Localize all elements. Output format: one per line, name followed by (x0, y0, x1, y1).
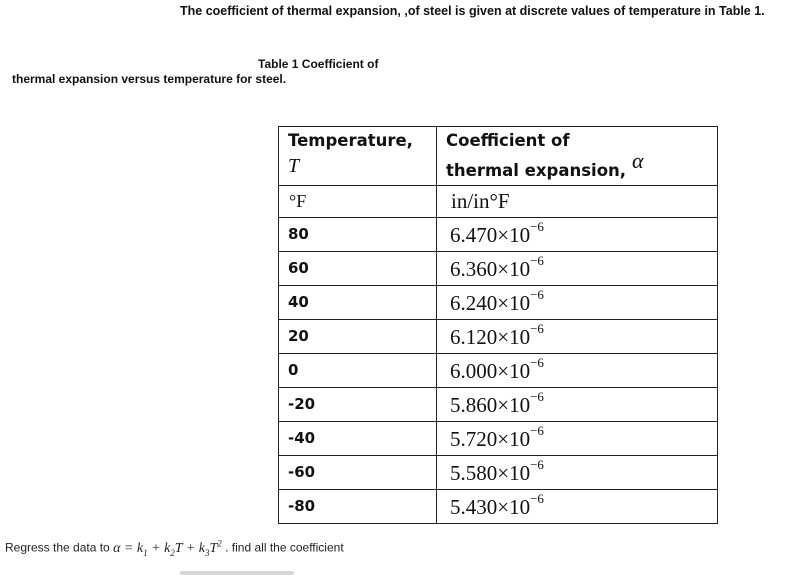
eq-sup2: 2 (217, 538, 222, 548)
thermal-expansion-table (278, 126, 718, 524)
coefficient-mantissa: 6.240×10 (450, 290, 531, 315)
coefficient-exponent: −6 (530, 388, 544, 404)
table-row (279, 218, 718, 252)
coefficient-cell (437, 320, 718, 354)
temperature-cell: -60 (279, 456, 437, 490)
eq-plus1: + (147, 540, 165, 556)
coefficient-mantissa: 6.000×10 (450, 358, 531, 383)
temperature-header: Temperature, (288, 131, 413, 150)
table-row (279, 354, 718, 388)
temperature-cell: -40 (279, 422, 437, 456)
table-row (279, 456, 718, 490)
temperature-cell: 80 (279, 218, 437, 252)
coefficient-mantissa: 5.580×10 (450, 460, 531, 485)
temperature-cell: 40 (279, 286, 437, 320)
temperature-cell: 0 (279, 354, 437, 388)
regress-suffix: . find all the coefficient (225, 540, 344, 555)
horizontal-scrollbar[interactable] (180, 571, 294, 575)
eq-plus2: + (182, 540, 199, 556)
coefficient-exponent: −6 (530, 320, 544, 336)
table-row (279, 286, 718, 320)
regress-instruction (5, 538, 344, 557)
eq-sub2: 2 (170, 547, 175, 558)
eq-sub3: 3 (205, 547, 210, 558)
regression-equation (113, 538, 222, 558)
coefficient-cell (437, 388, 718, 422)
coefficient-cell (437, 422, 718, 456)
temperature-cell: -20 (279, 388, 437, 422)
eq-k2: k (164, 540, 171, 556)
eq-k3: k (198, 540, 205, 556)
eq-sub1: 1 (143, 547, 148, 558)
table-unit-row (279, 186, 718, 218)
coefficient-exponent: −6 (530, 218, 544, 234)
coefficient-exponent: −6 (530, 252, 544, 268)
eq-T2: T (209, 540, 218, 556)
coefficient-mantissa: 5.430×10 (450, 494, 531, 519)
temperature-unit: °F (279, 186, 437, 218)
temperature-cell: 20 (279, 320, 437, 354)
coefficient-exponent: −6 (530, 354, 544, 370)
table-header-row (279, 127, 718, 186)
temperature-symbol: T (288, 155, 300, 177)
coefficient-mantissa: 5.860×10 (450, 392, 531, 417)
coefficient-header-line1: Coefficient of (446, 131, 570, 150)
eq-equals: = (120, 540, 137, 556)
table-body (279, 218, 718, 524)
coefficient-cell (437, 456, 718, 490)
coefficient-mantissa: 6.470×10 (450, 222, 531, 247)
coefficient-header-line2-text: thermal expansion, (446, 161, 627, 180)
coefficient-cell (437, 286, 718, 320)
temperature-cell: 60 (279, 252, 437, 286)
table-caption-line1: Table 1 Coefficient of (258, 57, 379, 71)
alpha-symbol: α (632, 148, 644, 173)
coefficient-exponent: −6 (530, 286, 544, 302)
coefficient-header-cell (437, 127, 718, 186)
coefficient-cell (437, 354, 718, 388)
intro-text: The coefficient of thermal expansion, ,of steel is given at discrete values of temperature in Table 1. (180, 4, 765, 18)
coefficient-cell (437, 490, 718, 524)
coefficient-mantissa: 5.720×10 (450, 426, 531, 451)
eq-k1: k (136, 540, 144, 556)
table-caption-line2: thermal expansion versus temperature for steel. (12, 72, 287, 86)
coefficient-exponent: −6 (530, 456, 544, 472)
coefficient-cell (437, 252, 718, 286)
coefficient-exponent: −6 (530, 490, 544, 506)
eq-alpha: α (113, 540, 121, 556)
coefficient-unit: in/in°F (437, 186, 718, 218)
table-row (279, 422, 718, 456)
temperature-cell: -80 (279, 490, 437, 524)
temperature-header-cell (279, 127, 437, 186)
coefficient-mantissa: 6.120×10 (450, 324, 531, 349)
table-row (279, 490, 718, 524)
eq-T1: T (174, 540, 183, 556)
coefficient-exponent: −6 (530, 422, 544, 438)
coefficient-mantissa: 6.360×10 (450, 256, 531, 281)
regress-prefix: Regress the data to (5, 540, 110, 555)
coefficient-cell (437, 218, 718, 252)
table-row (279, 388, 718, 422)
table-row (279, 320, 718, 354)
coefficient-header-line2 (446, 148, 717, 185)
table-row (279, 252, 718, 286)
